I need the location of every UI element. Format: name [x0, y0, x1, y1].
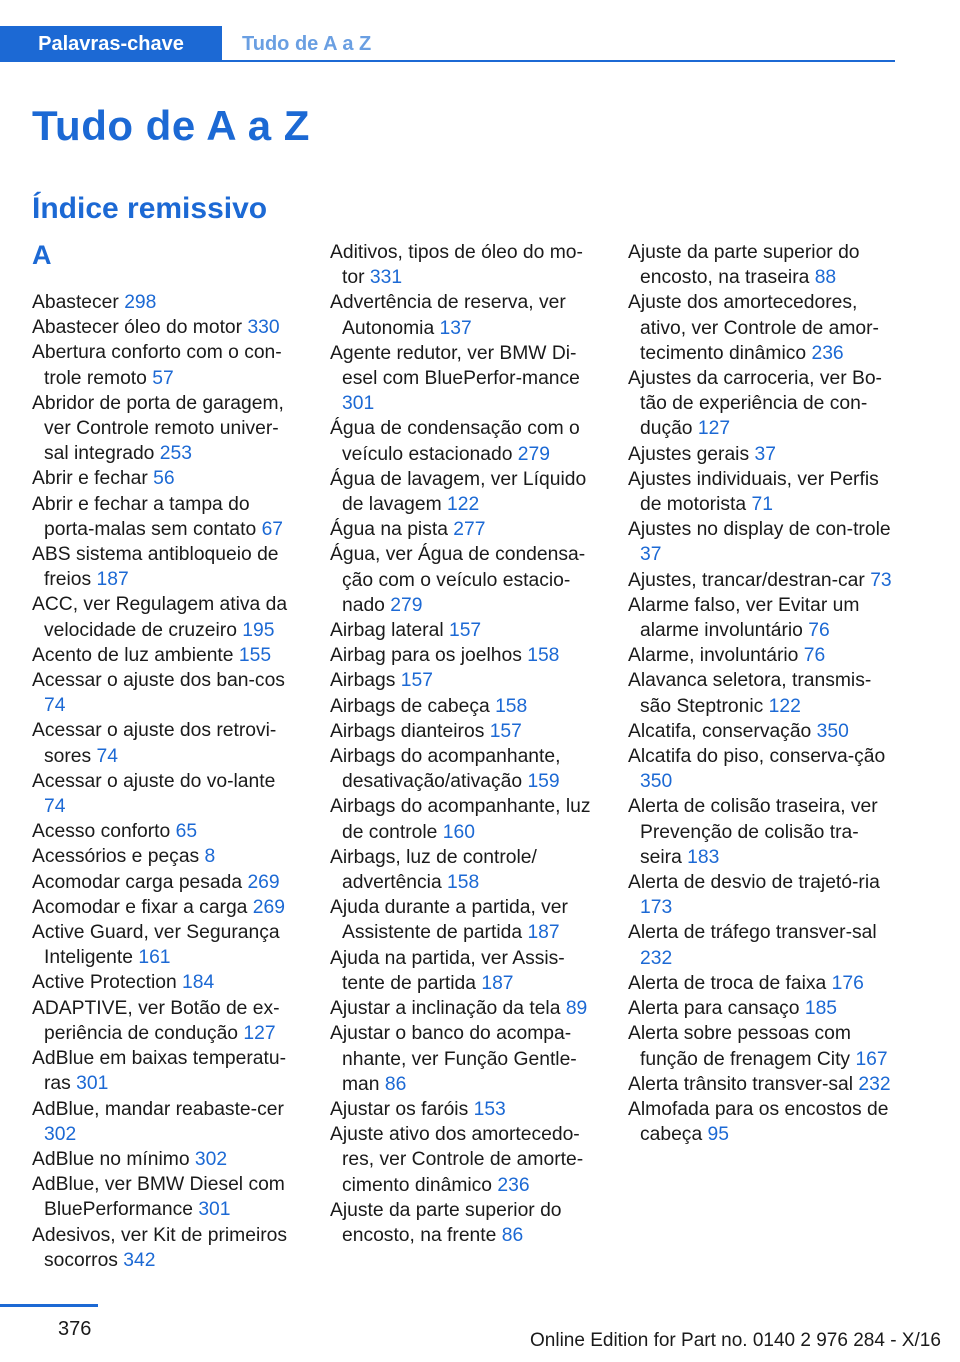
index-entry — [628, 290, 898, 366]
index-entry — [32, 970, 300, 995]
index-entry — [32, 492, 300, 542]
page-title: Tudo de A a Z — [32, 102, 310, 149]
index-page-link[interactable]: 89 — [565, 998, 588, 1020]
index-page-link[interactable]: 37 — [640, 544, 662, 566]
index-entry — [32, 1223, 300, 1273]
header-bar — [0, 26, 895, 62]
index-page-link[interactable]: 350 — [816, 720, 849, 742]
index-entry — [32, 1097, 300, 1147]
index-entries — [628, 240, 898, 1147]
index-entry-text: Abridor de porta de garagem, ver Controle remoto univer‐sal integrado — [32, 392, 284, 465]
index-entry — [330, 542, 598, 618]
index-entry-text: Ajustes, trancar/destran‐car — [628, 569, 865, 591]
index-page-link[interactable]: 302 — [44, 1123, 77, 1145]
index-entry-text: Abrir e fechar — [32, 468, 148, 490]
index-entry — [32, 718, 300, 768]
index-entry-text: Alcatifa do piso, conserva‐ção — [628, 746, 886, 768]
index-entry-text: Alerta de troca de faixa — [628, 972, 827, 994]
index-page-link[interactable]: 183 — [687, 846, 720, 868]
index-page-link[interactable]: 160 — [442, 821, 475, 843]
tab-tudo-de-a-a-z[interactable]: Tudo de A a Z — [242, 32, 372, 55]
index-entry — [330, 996, 598, 1021]
index-entry — [330, 794, 598, 844]
index-entry — [628, 719, 898, 744]
index-entry — [32, 996, 300, 1046]
index-entry-text: Acomodar e fixar a carga — [32, 896, 248, 918]
index-entry-text: Abastecer óleo do motor — [32, 317, 243, 339]
index-entry — [628, 366, 898, 442]
index-entries — [330, 240, 598, 1248]
index-page-link[interactable]: 330 — [247, 317, 280, 339]
index-letter-heading: A — [32, 240, 52, 270]
index-entry-text: Abrir e fechar a tampa do porta-malas sem contato — [32, 493, 257, 540]
index-page-link[interactable]: 73 — [870, 569, 892, 591]
index-column-2 — [330, 240, 598, 1248]
index-entry-text: Airbags de cabeça — [330, 695, 490, 717]
page-number: 376 — [58, 1318, 92, 1340]
index-page-link[interactable]: 279 — [390, 594, 423, 616]
index-entry-text: ADAPTIVE, ver Botão de ex‐periência de condução — [32, 997, 280, 1044]
index-entry — [32, 542, 300, 592]
index-page-link[interactable]: 298 — [124, 292, 157, 313]
index-entry-text: Ajustar os faróis — [330, 1098, 469, 1120]
index-entry-text: Água na pista — [330, 519, 448, 541]
index-entry-text: Alerta de desvio de trajetó‐ria — [628, 872, 880, 894]
index-entry-text: Ajuste da parte superior do encosto, na frente — [330, 1199, 562, 1246]
header-divider — [222, 60, 895, 62]
index-page-link[interactable]: 74 — [44, 796, 66, 818]
index-entry — [330, 341, 598, 417]
index-entry-text: Alerta sobre pessoas com função de frenagem City — [628, 1023, 851, 1070]
index-entry — [330, 719, 598, 744]
index-entry-text: Acento de luz ambiente — [32, 644, 234, 666]
index-entry-text: Alerta trânsito transver‐sal — [628, 1073, 854, 1095]
index-entry-text: Ajuste ativo dos amortecedo‐res, ver Controle de amorte‐cimento dinâmico — [330, 1124, 584, 1196]
index-page-link[interactable]: 269 — [247, 871, 280, 893]
index-entry-text: Acesso conforto — [32, 821, 171, 843]
index-page-link[interactable]: 173 — [640, 897, 673, 919]
footer-rule — [0, 1304, 98, 1307]
index-entry — [32, 1147, 300, 1172]
index-page-link[interactable]: 56 — [153, 468, 175, 490]
index-page-link[interactable]: 127 — [697, 418, 731, 440]
index-entry-text: Active Protection — [32, 972, 177, 994]
index-entry — [330, 290, 598, 340]
index-entry-text: AdBlue em baixas temperatu‐ras — [32, 1048, 286, 1095]
index-page-link[interactable]: 8 — [204, 846, 216, 868]
index-entry-text: Almofada para os encostos de cabeça — [628, 1098, 889, 1146]
index-entry — [32, 643, 300, 668]
index-entry-text: Alerta de colisão traseira, ver Prevenção de colisão tra‐seira — [628, 796, 878, 868]
index-entry — [330, 416, 598, 466]
index-entry-text: Ajuste dos amortecedores, ativo, ver Controle de amor‐tecimento dinâmico — [628, 292, 879, 364]
index-entry-text: Advertência de reserva, ver Autonomia — [330, 292, 566, 339]
index-page-link[interactable]: 71 — [751, 494, 773, 516]
index-entry — [628, 240, 898, 290]
index-entry — [32, 769, 300, 819]
index-page-link[interactable]: 159 — [527, 771, 560, 793]
index-column-1 — [32, 240, 300, 1273]
index-page-link[interactable]: 155 — [238, 644, 272, 666]
index-entry-text: Acomodar carga pesada — [32, 871, 243, 893]
index-page-link[interactable]: 57 — [152, 367, 174, 389]
index-page-link[interactable]: 122 — [768, 695, 801, 717]
index-entry-text: Água, ver Água de condensa‐ção com o veículo estacio‐nado — [330, 544, 586, 616]
index-entry — [330, 946, 598, 996]
index-page-link[interactable]: 157 — [400, 670, 433, 692]
index-page-link[interactable]: 137 — [439, 317, 472, 339]
index-page-link[interactable]: 86 — [501, 1224, 524, 1246]
index-entry — [330, 240, 598, 290]
index-page-link[interactable]: 122 — [447, 494, 480, 516]
index-page-link[interactable]: 302 — [194, 1148, 228, 1170]
index-entry — [628, 794, 898, 870]
index-entry — [330, 694, 598, 719]
index-entry-text: Acessar o ajuste do vo‐lante — [32, 770, 276, 792]
index-entry-text: Airbags — [330, 670, 396, 692]
index-entry-text: ABS sistema antibloqueio de freios — [32, 544, 279, 591]
index-entry — [628, 920, 898, 970]
index-entries — [32, 290, 300, 1273]
index-entry — [628, 668, 898, 718]
index-entry — [32, 920, 300, 970]
index-page-link[interactable]: 350 — [640, 771, 673, 793]
index-page-link[interactable]: 187 — [96, 569, 129, 591]
index-page-link[interactable]: 277 — [453, 519, 486, 541]
index-entry — [32, 870, 300, 895]
index-entry — [32, 592, 300, 642]
index-page-link[interactable]: 157 — [489, 720, 522, 742]
index-entry — [32, 1172, 300, 1222]
index-page-link[interactable]: 88 — [814, 267, 837, 289]
index-page-link[interactable]: 187 — [527, 922, 560, 944]
index-page-link[interactable]: 65 — [175, 821, 198, 843]
index-entry — [330, 1097, 598, 1122]
index-entry — [628, 467, 898, 517]
index-page-link[interactable]: 301 — [76, 1073, 109, 1095]
index-entry — [330, 744, 598, 794]
index-entry-text: Acessórios e peças — [32, 846, 200, 868]
index-page-link[interactable]: 187 — [481, 972, 514, 994]
index-entry — [330, 643, 598, 668]
index-entry-text: Adesivos, ver Kit de primeiros socorros — [32, 1224, 288, 1271]
index-entry-text: Ajustes individuais, ver Perfis de motorista — [628, 468, 879, 516]
index-entry — [330, 467, 598, 517]
index-entry — [628, 517, 898, 567]
index-entry — [330, 1198, 598, 1248]
index-entry — [330, 845, 598, 895]
index-page-link[interactable]: 157 — [448, 620, 482, 642]
index-page-link[interactable]: 161 — [138, 947, 171, 969]
index-entry — [628, 1097, 898, 1147]
index-entry-text: Alcatifa, conservação — [628, 720, 812, 742]
index-entry-text: Active Guard, ver Segurança Inteligente — [32, 922, 280, 969]
index-page-link[interactable]: 236 — [811, 342, 844, 364]
index-page-link[interactable]: 167 — [855, 1048, 888, 1070]
index-entry-text: Alarme falso, ver Evitar um alarme involuntário — [628, 594, 860, 642]
index-entry-text: Ajustar a inclinação da tela — [330, 998, 561, 1020]
index-entry-text: Água de lavagem, ver Líquido de lavagem — [330, 468, 587, 516]
index-entry-text: Ajustes da carroceria, ver Bo‐tão de experiência de con‐dução — [628, 368, 882, 440]
index-entry — [628, 971, 898, 996]
index-page-link[interactable]: 76 — [803, 645, 826, 667]
index-page-link[interactable]: 158 — [495, 695, 528, 717]
index-entry-text: Alarme, involuntário — [628, 645, 799, 667]
index-entry-text: Abertura conforto com o con‐trole remoto — [32, 342, 282, 389]
index-entry-text: Airbags, luz de controle/ advertência — [330, 846, 537, 894]
index-page-link[interactable]: 331 — [369, 267, 403, 289]
index-page-link[interactable]: 232 — [640, 947, 673, 969]
index-entry-text: Ajuda na partida, ver Assis‐tente de partida — [330, 947, 565, 994]
index-entry-text: Alerta para cansaço — [628, 998, 800, 1020]
index-entry — [628, 442, 898, 467]
index-entry-text: Ajustes no display de con‐trole — [628, 519, 891, 541]
index-entry-text: Airbags dianteiros — [330, 720, 485, 742]
index-entry — [628, 1072, 898, 1097]
index-entry-text: Aditivos, tipos de óleo do mo‐tor — [330, 242, 583, 289]
index-entry-text: Ajustar o banco do acompa‐nhante, ver Função Gentle‐man — [330, 1023, 577, 1095]
index-entry — [628, 1021, 898, 1071]
index-entry-text: Abastecer — [32, 292, 119, 313]
index-entry-text: Airbag para os joelhos — [330, 645, 522, 667]
section-title: Índice remissivo — [32, 192, 268, 225]
index-entry — [628, 643, 898, 668]
index-entry — [32, 315, 300, 340]
index-entry — [32, 290, 300, 315]
tab-palavras-chave[interactable]: Palavras-chave — [0, 26, 222, 62]
index-page-link[interactable]: 37 — [754, 443, 776, 465]
index-page-link[interactable]: 158 — [447, 872, 480, 894]
index-entry — [32, 466, 300, 491]
index-page-link[interactable]: 236 — [497, 1174, 530, 1196]
index-page-link[interactable]: 301 — [198, 1199, 231, 1221]
index-entry-text: Ajustes gerais — [628, 443, 750, 465]
index-entry — [330, 1122, 598, 1198]
index-page-link[interactable]: 253 — [159, 443, 192, 465]
index-entry — [628, 593, 898, 643]
index-page-link[interactable]: 184 — [182, 972, 215, 994]
index-page-link[interactable]: 76 — [808, 620, 830, 642]
index-page-link[interactable]: 279 — [517, 443, 550, 465]
index-entry-text: Água de condensação com o veículo estacionado — [330, 418, 580, 465]
index-entry-text: Alavanca seletora, transmis‐são Steptronic — [628, 670, 872, 717]
index-entry-text: Agente redutor, ver BMW Di‐esel com BluePerfor‐mance — [330, 342, 580, 390]
index-entry-text: AdBlue, mandar reabaste‐cer — [32, 1098, 284, 1120]
index-entry — [32, 340, 300, 390]
index-entry-text: Alerta de tráfego transver‐sal — [628, 922, 877, 944]
index-entry — [330, 618, 598, 643]
index-page-link[interactable]: 269 — [252, 896, 285, 918]
index-page-link[interactable]: 342 — [123, 1249, 156, 1271]
index-entry-text: Airbags do acompanhante, desativação/ativação — [330, 746, 561, 793]
index-page-link[interactable]: 86 — [384, 1073, 407, 1095]
index-page-link[interactable]: 185 — [804, 998, 838, 1020]
index-entry — [330, 895, 598, 945]
index-entry — [32, 819, 300, 844]
index-page-link[interactable]: 158 — [527, 645, 560, 667]
index-entry-text: AdBlue, ver BMW Diesel com BluePerformance — [32, 1174, 285, 1221]
index-entry — [330, 668, 598, 693]
index-entry-text: Acessar o ajuste dos retrovi‐sores — [32, 720, 277, 767]
index-entry — [32, 895, 300, 920]
index-entry-text: AdBlue no mínimo — [32, 1148, 190, 1170]
index-column-3 — [628, 240, 898, 1147]
index-page-link[interactable]: 74 — [96, 745, 118, 767]
index-entry — [330, 1021, 598, 1097]
index-entry — [628, 996, 898, 1021]
index-entry — [628, 744, 898, 794]
index-page-link[interactable]: 127 — [243, 1022, 276, 1044]
index-page-link[interactable]: 195 — [242, 619, 275, 641]
index-page-link[interactable]: 301 — [342, 393, 375, 415]
index-page-link[interactable]: 74 — [44, 695, 66, 717]
index-entry — [32, 1046, 300, 1096]
index-entry — [32, 668, 300, 718]
index-entry-text: Ajuda durante a partida, ver Assistente de partida — [330, 897, 568, 944]
index-entry — [32, 391, 300, 467]
index-entry-text: Airbags do acompanhante, luz de controle — [330, 796, 591, 843]
index-entry-text: Acessar o ajuste dos ban‐cos — [32, 670, 285, 692]
index-page-link[interactable]: 176 — [831, 972, 864, 994]
index-entry — [628, 870, 898, 920]
index-page-link[interactable]: 95 — [707, 1124, 729, 1146]
index-entry-text: Ajuste da parte superior do encosto, na traseira — [628, 242, 860, 289]
index-page-link[interactable]: 153 — [473, 1098, 506, 1120]
index-page-link[interactable]: 67 — [261, 518, 284, 540]
index-entry — [330, 517, 598, 542]
index-entry-text: Airbag lateral — [330, 620, 444, 642]
index-entry — [32, 844, 300, 869]
index-page-link[interactable]: 232 — [858, 1073, 891, 1095]
index-entry-text: ACC, ver Regulagem ativa da velocidade de cruzeiro — [32, 594, 288, 641]
footer-edition: Online Edition for Part no. 0140 2 976 284 - X/16 — [530, 1330, 941, 1351]
index-entry — [628, 568, 898, 593]
